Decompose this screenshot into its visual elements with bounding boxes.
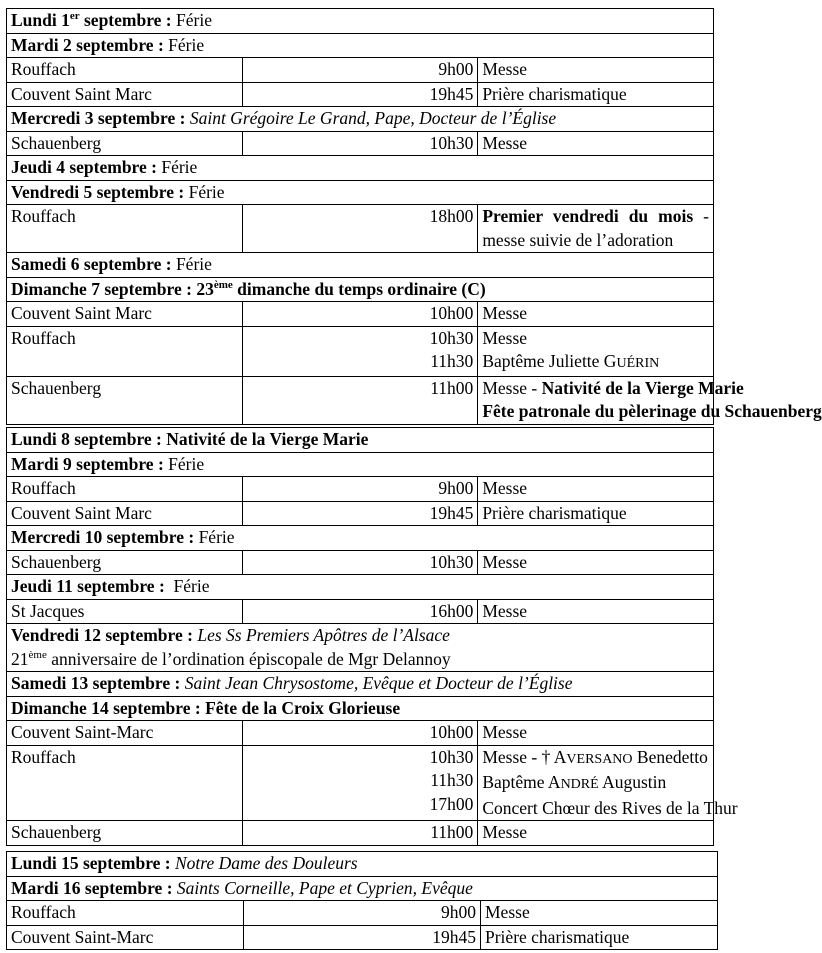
desc-cell: Messe — [478, 477, 714, 502]
place-cell: Rouffach — [7, 58, 243, 83]
table-row — [7, 721, 714, 746]
schedule-week-1 — [6, 8, 822, 425]
table-row — [7, 302, 714, 327]
table-row — [7, 821, 714, 846]
desc-cell: Messe — [478, 721, 714, 746]
place-cell: Couvent Saint-Marc — [7, 925, 244, 950]
place-cell: Schauenberg — [7, 131, 243, 156]
time-cell: 10h30 — [242, 131, 478, 156]
desc-cell: Messe — [478, 131, 714, 156]
day-header: Lundi 8 septembre : Nativité de la Vierge Marie — [7, 428, 714, 453]
day-header: Mercredi 10 septembre : Férie — [7, 526, 714, 551]
desc-cell: Messe - † AVERSANO Benedetto Baptême ANDRÉ Augustin Concert Chœur des Rives de la Thur — [478, 745, 714, 821]
time-cell: 10h30 11h30 — [242, 326, 478, 376]
time-cell: 19h45 — [242, 82, 478, 107]
table-row — [7, 326, 714, 376]
day-header: Mardi 16 septembre : Saints Corneille, Pape et Cyprien, Evêque — [7, 876, 718, 901]
table-row — [7, 501, 714, 526]
day-header: Vendredi 12 septembre : Les Ss Premiers Apôtres de l’Alsace 21ème anniversaire de l’ordination épiscopale de Mgr Delannoy — [7, 624, 714, 672]
time-cell: 9h00 — [242, 477, 478, 502]
place-cell: Rouffach — [7, 745, 243, 821]
day-header: Mercredi 3 septembre : Saint Grégoire Le Grand, Pape, Docteur de l’Église — [7, 107, 714, 132]
desc-cell: Prière charismatique — [478, 82, 714, 107]
day-header: Mardi 2 septembre : Férie — [7, 33, 714, 58]
time-cell: 10h00 — [242, 302, 478, 327]
table-row — [7, 925, 718, 950]
time-cell: 10h00 — [242, 721, 478, 746]
desc-cell: Messe — [478, 58, 714, 83]
day-header: Samedi 13 septembre : Saint Jean Chrysostome, Evêque et Docteur de l’Église — [7, 672, 714, 697]
place-cell: Rouffach — [7, 477, 243, 502]
place-cell: Couvent Saint-Marc — [7, 721, 243, 746]
day-header: Dimanche 7 septembre : 23ème dimanche du temps ordinaire (C) — [7, 277, 714, 302]
table-row — [7, 745, 714, 821]
desc-cell: Prière charismatique — [481, 925, 718, 950]
place-cell: Schauenberg — [7, 821, 243, 846]
day-header: Jeudi 4 septembre : Férie — [7, 156, 714, 181]
place-cell: Couvent Saint Marc — [7, 302, 243, 327]
day-header: Mardi 9 septembre : Férie — [7, 452, 714, 477]
day-header: Vendredi 5 septembre : Férie — [7, 180, 714, 205]
time-cell: 16h00 — [242, 599, 478, 624]
day-header: Samedi 6 septembre : Férie — [7, 253, 714, 278]
table-row — [7, 901, 718, 926]
day-header: Jeudi 11 septembre : Férie — [7, 575, 714, 600]
desc-cell: Messe — [478, 302, 714, 327]
place-cell: Couvent Saint Marc — [7, 82, 243, 107]
table-row — [7, 599, 714, 624]
time-cell: 9h00 — [242, 58, 478, 83]
day-header: Lundi 15 septembre : Notre Dame des Douleurs — [7, 852, 718, 877]
desc-cell: Messe - Nativité de la Vierge Marie Fête patronale du pèlerinage du Schauenberg — [478, 376, 714, 424]
desc-cell: Premier vendredi du mois - messe suivie de l’adoration — [478, 205, 714, 253]
table-row — [7, 131, 714, 156]
time-cell: 9h00 — [244, 901, 481, 926]
table-row — [7, 550, 714, 575]
time-cell: 18h00 — [242, 205, 478, 253]
table-row — [7, 477, 714, 502]
time-cell: 19h45 — [242, 501, 478, 526]
place-cell: Rouffach — [7, 205, 243, 253]
day-header: Dimanche 14 septembre : Fête de la Croix Glorieuse — [7, 696, 714, 721]
desc-cell: Messe Baptême Juliette GUÉRIN — [478, 326, 714, 376]
schedule-week-3 — [6, 851, 718, 950]
place-cell: Rouffach — [7, 901, 244, 926]
place-cell: St Jacques — [7, 599, 243, 624]
time-cell: 19h45 — [244, 925, 481, 950]
table-row — [7, 82, 714, 107]
table-row — [7, 58, 714, 83]
time-cell: 10h30 11h30 17h00 — [242, 745, 478, 821]
desc-cell: Messe — [478, 599, 714, 624]
table-row — [7, 376, 714, 424]
place-cell: Rouffach — [7, 326, 243, 376]
desc-cell: Messe — [481, 901, 718, 926]
time-cell: 11h00 — [242, 376, 478, 424]
schedule-week-2 — [6, 427, 738, 846]
day-header-cell: Lundi 1er septembre : Férie — [7, 9, 714, 34]
place-cell: Couvent Saint Marc — [7, 501, 243, 526]
day-header — [7, 9, 714, 34]
place-cell: Schauenberg — [7, 550, 243, 575]
desc-cell: Messe — [478, 550, 714, 575]
time-cell: 10h30 — [242, 550, 478, 575]
place-cell: Schauenberg — [7, 376, 243, 424]
desc-cell: Prière charismatique — [478, 501, 714, 526]
table-row — [7, 205, 714, 253]
time-cell: 11h00 — [242, 821, 478, 846]
desc-cell: Messe — [478, 821, 714, 846]
